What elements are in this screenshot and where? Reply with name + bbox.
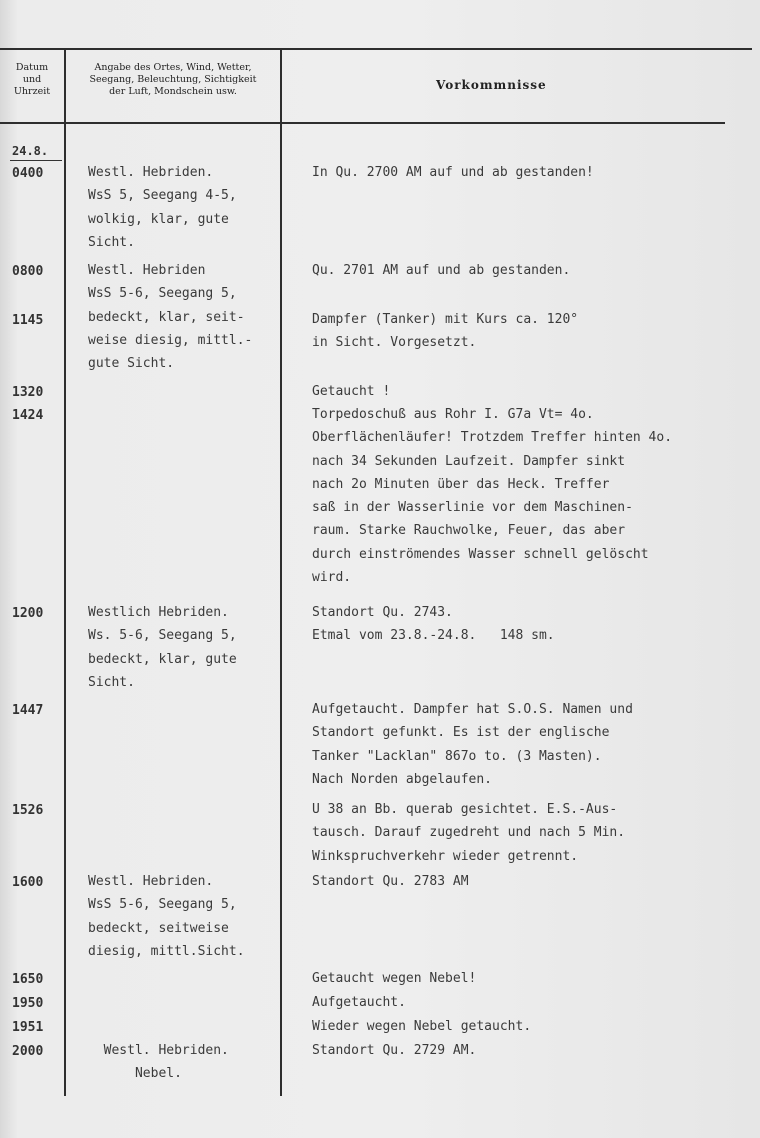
entry-events: Getaucht wegen Nebel! [312, 971, 477, 986]
header-bottom-rule [0, 122, 725, 124]
header-events: Vorkommnisse [436, 78, 547, 92]
entry-time: 1200 [12, 606, 44, 621]
entry-time: 2000 [12, 1044, 44, 1059]
entry-time: 1320 [12, 385, 44, 400]
header-location-line3: der Luft, Mondschein usw. [109, 86, 237, 97]
entry-events: Torpedoschuß aus Rohr I. G7a Vt= 4o. Oberflächenläufer! Trotzdem Treffer hinten 4o. nach 34 Sekunden Laufzeit. Dampfer sinkt nach 2o Minuten über das Heck. Treffer saß in der Wasserlinie vor dem Maschinen- raum. Starke Rauchwolke, Feuer, das aber durch einströmendes Wasser schnell gelöscht wird. [312, 407, 673, 586]
header-top-rule [0, 48, 752, 50]
entry-place: Westlich Hebriden. Ws. 5-6, Seegang 5, bedeckt, klar, gute Sicht. [88, 605, 237, 690]
entry-events: Aufgetaucht. Dampfer hat S.O.S. Namen und Standort gefunkt. Es ist der englische Tanker "Lacklan" 867o to. (3 Masten). Nach Norden abgelaufen. [312, 702, 633, 787]
entry-events: Getaucht ! [312, 384, 391, 399]
entry-time: 1600 [12, 875, 44, 890]
entry-events: Standort Qu. 2783 AM [312, 874, 469, 889]
entry-events: Standort Qu. 2729 AM. [312, 1043, 477, 1058]
entry-time: 1447 [12, 703, 44, 718]
header-date-label: Datum [15, 62, 49, 73]
entry-events: U 38 an Bb. querab gesichtet. E.S.-Aus- tausch. Darauf zugedreht und nach 5 Min. Winkspruchverkehr wieder getrennt. [312, 802, 626, 864]
entry-time: 1951 [12, 1020, 44, 1035]
entry-time: 0800 [12, 264, 44, 279]
header-date-time [2, 62, 62, 98]
header-location-line2: Seegang, Beleuchtung, Sichtigkeit [89, 74, 257, 85]
entry-events: Aufgetaucht. [312, 995, 406, 1010]
entry-events: Dampfer (Tanker) mit Kurs ca. 120° in Sicht. Vorgesetzt. [312, 312, 579, 351]
entry-time: 1424 [12, 408, 44, 423]
entry-time: 1145 [12, 313, 44, 328]
entry-time: 1526 [12, 803, 44, 818]
entry-events: In Qu. 2700 AM auf und ab gestanden! [312, 165, 594, 180]
entry-place: Westl. Hebriden. Nebel. [103, 1043, 229, 1082]
entry-events: Qu. 2701 AM auf und ab gestanden. [312, 263, 571, 278]
entry-events: Standort Qu. 2743. Etmal vom 23.8.-24.8. 148 sm. [312, 605, 555, 644]
entry-time: 0400 [12, 166, 44, 181]
header-location-weather [67, 62, 279, 98]
header-location-line1: Angabe des Ortes, Wind, Wetter, [94, 62, 252, 73]
header-and-label: und [22, 74, 42, 85]
entry-place: Westl. Hebriden. WsS 5, Seegang 4-5, wolkig, klar, gute Sicht. [88, 165, 237, 250]
entry-place: Westl. Hebriden WsS 5-6, Seegang 5, bedeckt, klar, seit- weise diesig, mittl.- gute Sicht. [88, 263, 253, 372]
header-time-label: Uhrzeit [13, 86, 51, 97]
column-divider-1 [64, 50, 66, 1096]
column-divider-2 [280, 50, 282, 1096]
log-date: 24.8. [12, 144, 49, 158]
entry-events: Wieder wegen Nebel getaucht. [312, 1019, 532, 1034]
entry-time: 1950 [12, 996, 44, 1011]
date-underline [10, 160, 62, 161]
entry-time: 1650 [12, 972, 44, 987]
entry-place: Westl. Hebriden. WsS 5-6, Seegang 5, bedeckt, seitweise diesig, mittl.Sicht. [88, 874, 245, 959]
